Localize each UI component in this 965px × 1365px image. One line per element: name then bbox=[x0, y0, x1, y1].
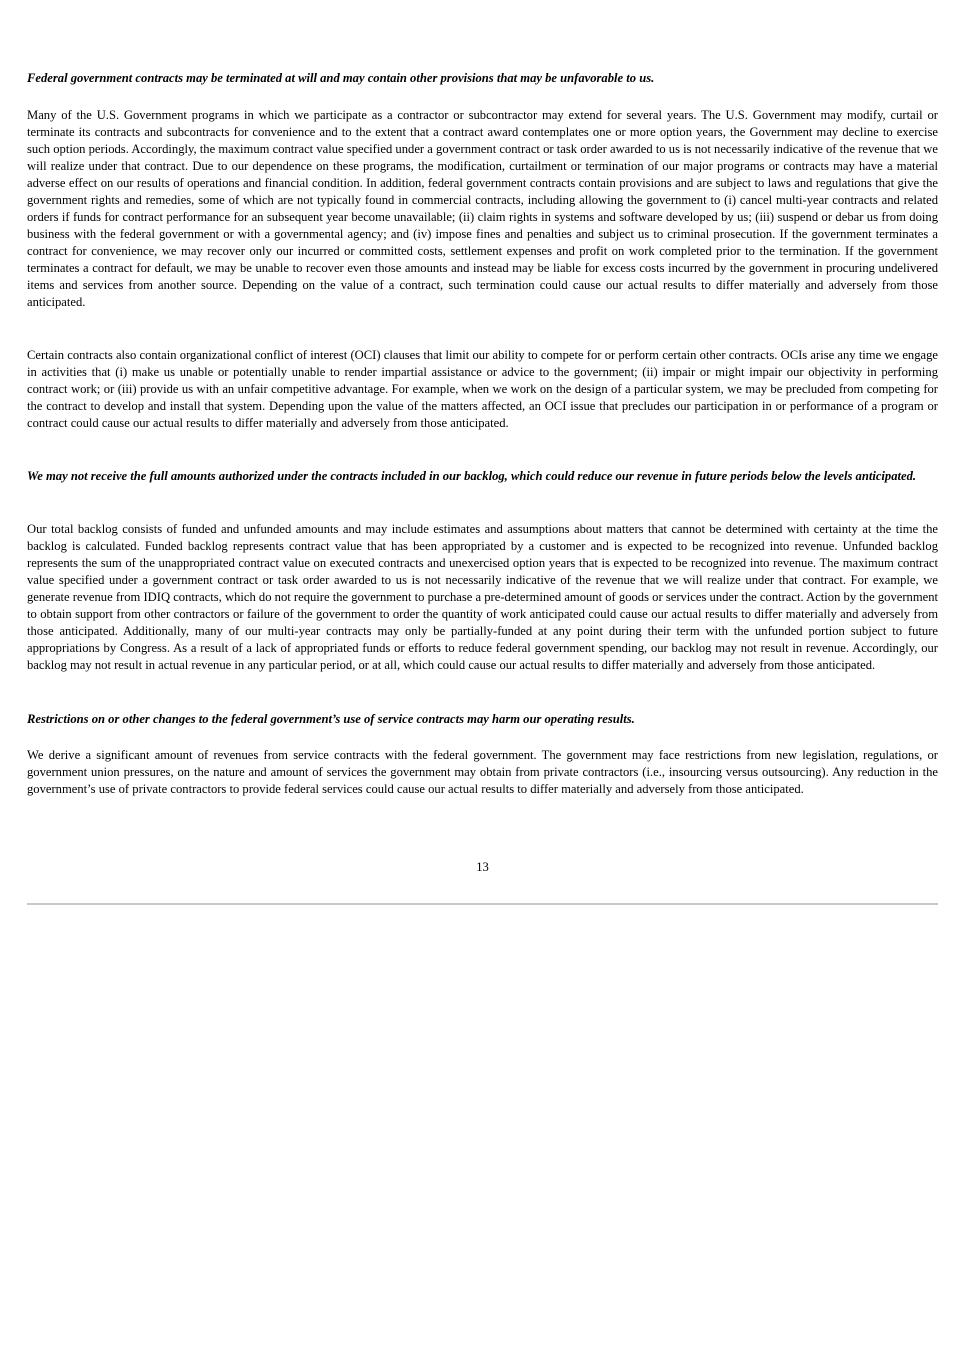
section-heading-contract-termination: Federal government contracts may be terminated at will and may contain other provisions that may be unfavorable to us. bbox=[27, 71, 655, 85]
page-divider bbox=[27, 903, 938, 905]
page-number: 13 bbox=[476, 860, 489, 874]
section-heading-service-contracts: Restrictions on or other changes to the federal government’s use of service contracts may harm our operating results. bbox=[27, 712, 635, 726]
paragraph-backlog: Our total backlog consists of funded and unfunded amounts and may include estimates and assumptions about matters that cannot be determined with certainty at the time the backlog is calculated. Funded backlog represents contract value that has been appropriated by a customer and is expected to be recognized into revenue. Unfunded backlog represents the sum of the unappropriated contract value on executed contracts and unexercised option years that is expected to be recognized into revenue. The maximum contract value specified under a government contract or task order awarded to us is not necessarily indicative of the revenue that we will realize under that contract. For example, we generate revenue from IDIQ contracts, which do not require the government to purchase a pre-determined amount of goods or services under the contract. Action by the government to obtain support from other contractors or failure of the government to order the quantity of work anticipated could cause our actual results to differ materially and adversely from those anticipated. Additionally, many of our multi-year contracts may only be partially-funded at any point during their term with the unfunded portion subject to future appropriations by Congress. As a result of a lack of appropriated funds or efforts to reduce federal government spending, our backlog may not result in revenue. Accordingly, our backlog may not result in actual revenue in any particular period, or at all, which could cause our actual results to differ materially and adversely from those anticipated. bbox=[27, 522, 938, 672]
section-heading-backlog: We may not receive the full amounts authorized under the contracts included in our backlog, which could reduce our revenue in future periods below the levels anticipated. bbox=[27, 469, 917, 483]
paragraph-oci-clauses: Certain contracts also contain organizational conflict of interest (OCI) clauses that limit our ability to compete for or perform certain other contracts. OCIs arise any time we engage in activities that (i) make us unable or potentially unable to render impartial assistance or advice to the government; (ii) impair or might impair our objectivity in performing contract work; or (iii) provide us with an unfair competitive advantage. For example, when we work on the design of a particular system, we may be precluded from competing for the contract to develop and install that system. Depending upon the value of the matters affected, an OCI issue that precludes our participation in or performance of a program or contract could cause our actual results to differ materially and adversely from those anticipated. bbox=[27, 348, 938, 430]
paragraph-service-contracts: We derive a significant amount of revenues from service contracts with the federal government. The government may face restrictions from new legislation, regulations, or government union pressures, on the nature and amount of services the government may obtain from private contractors (i.e., insourcing versus outsourcing). Any reduction in the government’s use of private contractors to provide federal services could cause our actual results to differ materially and adversely from those anticipated. bbox=[27, 748, 938, 796]
paragraph-government-programs: Many of the U.S. Government programs in which we participate as a contractor or subcontractor may extend for several years. The U.S. Government may modify, curtail or terminate its contracts and subcontracts for convenience and to the extent that a contract award contemplates one or more option years, the Government may decline to exercise such option periods. Accordingly, the maximum contract value specified under a government contract or task order awarded to us is not necessarily indicative of the revenue that we will realize under that contract. Due to our dependence on these programs, the modification, curtailment or termination of our major programs or contracts may have a material adverse effect on our results of operations and financial condition. In addition, federal government contracts contain provisions and are subject to laws and regulations that give the government rights and remedies, some of which are not typically found in commercial contracts, including allowing the government to (i) cancel multi-year contracts and related orders if funds for contract performance for an subsequent year become unavailable; (ii) claim rights in systems and software developed by us; (iii) suspend or debar us from doing business with the federal government or with a governmental agency; and (iv) impose fines and penalties and subject us to criminal prosecution. If the government terminates a contract for convenience, we may recover only our incurred or committed costs, settlement expenses and profit on work completed prior to the termination. If the government terminates a contract for default, we may be unable to recover even those amounts and instead may be liable for excess costs incurred by the government in procuring undelivered items and services from another source. Depending on the value of a contract, such termination could cause our actual results to differ materially and adversely from those anticipated. bbox=[27, 108, 938, 309]
